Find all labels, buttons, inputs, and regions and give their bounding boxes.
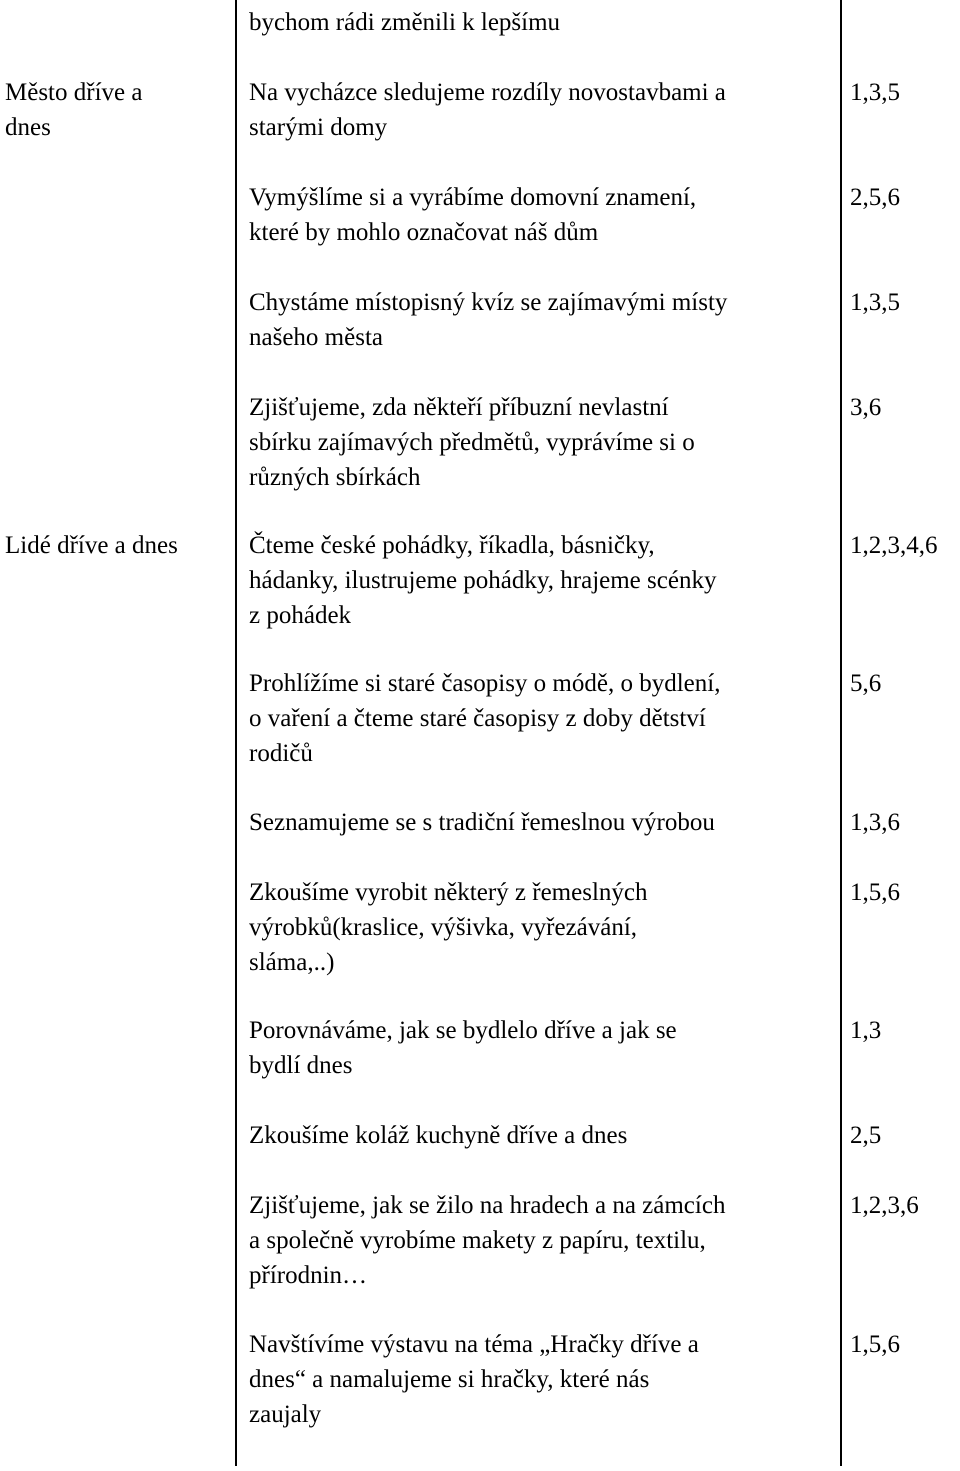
codes-cell: 5,6 <box>850 670 882 697</box>
activity-line: Zjišťujeme, zda někteří příbuzní nevlastní <box>249 394 669 421</box>
activity-cell <box>249 666 834 771</box>
codes-cell: 1,5,6 <box>850 879 900 906</box>
topic-line: dnes <box>5 114 51 141</box>
activity-cell <box>249 285 834 355</box>
topic-cell <box>5 75 230 145</box>
activity-cell <box>249 875 834 980</box>
codes-cell: 1,2,3,4,6 <box>850 532 938 559</box>
codes-cell: 3,6 <box>850 394 882 421</box>
activity-line: Čteme české pohádky, říkadla, básničky, <box>249 532 655 559</box>
codes-cell: 1,3 <box>850 1017 882 1044</box>
activity-line: starými domy <box>249 114 388 141</box>
activity-line: přírodnin… <box>249 1262 368 1289</box>
activity-cell <box>249 75 834 145</box>
activity-cell <box>249 390 834 495</box>
codes-cell: 1,2,3,6 <box>850 1192 919 1219</box>
activity-line: našeho města <box>249 324 383 351</box>
activity-line: Zkoušíme koláž kuchyně dříve a dnes <box>249 1122 628 1149</box>
activity-line: Na vycházce sledujeme rozdíly novostavbami a <box>249 79 726 106</box>
activity-cell <box>249 180 834 250</box>
activity-line: Chystáme místopisný kvíz se zajímavými místy <box>249 289 728 316</box>
activity-cell <box>249 5 834 40</box>
topic-line: Město dříve a <box>5 79 143 106</box>
activity-line: Porovnáváme, jak se bydlelo dříve a jak se <box>249 1017 677 1044</box>
activity-line: Vymýšlíme si a vyrábíme domovní znamení, <box>249 184 697 211</box>
activity-cell <box>249 1327 834 1432</box>
codes-cell: 1,3,5 <box>850 289 900 316</box>
activity-line: Seznamujeme se s tradiční řemeslnou výrobou <box>249 809 715 836</box>
activity-line: Navštívíme výstavu na téma „Hračky dříve a <box>249 1331 699 1358</box>
activity-line: výrobků(kraslice, výšivka, vyřezávání, <box>249 914 638 941</box>
activity-line: o vaření a čteme staré časopisy z doby dětství <box>249 705 706 732</box>
activity-line: sbírku zajímavých předmětů, vyprávíme si o <box>249 429 695 456</box>
codes-cell: 1,3,5 <box>850 79 900 106</box>
column-divider-right <box>840 0 842 1466</box>
activity-cell <box>249 1013 834 1083</box>
topic-cell <box>5 528 230 563</box>
activity-line: které by mohlo označovat náš dům <box>249 219 599 246</box>
activity-line: zaujaly <box>249 1401 322 1428</box>
activity-line: hádanky, ilustrujeme pohádky, hrajeme scénky <box>249 567 717 594</box>
activity-line: Zjišťujeme, jak se žilo na hradech a na zámcích <box>249 1192 726 1219</box>
activity-line: různých sbírkách <box>249 464 421 491</box>
activity-line: rodičů <box>249 740 313 767</box>
activity-cell <box>249 805 834 840</box>
activity-cell <box>249 528 834 633</box>
codes-cell: 2,5,6 <box>850 184 900 211</box>
activity-line: Prohlížíme si staré časopisy o módě, o bydlení, <box>249 670 721 697</box>
codes-cell: 2,5 <box>850 1122 882 1149</box>
codes-cell: 1,5,6 <box>850 1331 900 1358</box>
activity-line: a společně vyrobíme makety z papíru, textilu, <box>249 1227 706 1254</box>
activity-cell <box>249 1188 834 1293</box>
activity-line: bychom rádi změnili k lepšímu <box>249 9 561 36</box>
column-divider-left <box>235 0 237 1466</box>
activity-line: dnes“ a namalujeme si hračky, které nás <box>249 1366 650 1393</box>
topic-line: Lidé dříve a dnes <box>5 532 178 559</box>
activity-cell <box>249 1118 834 1153</box>
activity-line: z pohádek <box>249 602 352 629</box>
activity-line: sláma,..) <box>249 949 335 976</box>
activity-line: Zkoušíme vyrobit některý z řemeslných <box>249 879 648 906</box>
codes-cell: 1,3,6 <box>850 809 900 836</box>
activity-line: bydlí dnes <box>249 1052 353 1079</box>
